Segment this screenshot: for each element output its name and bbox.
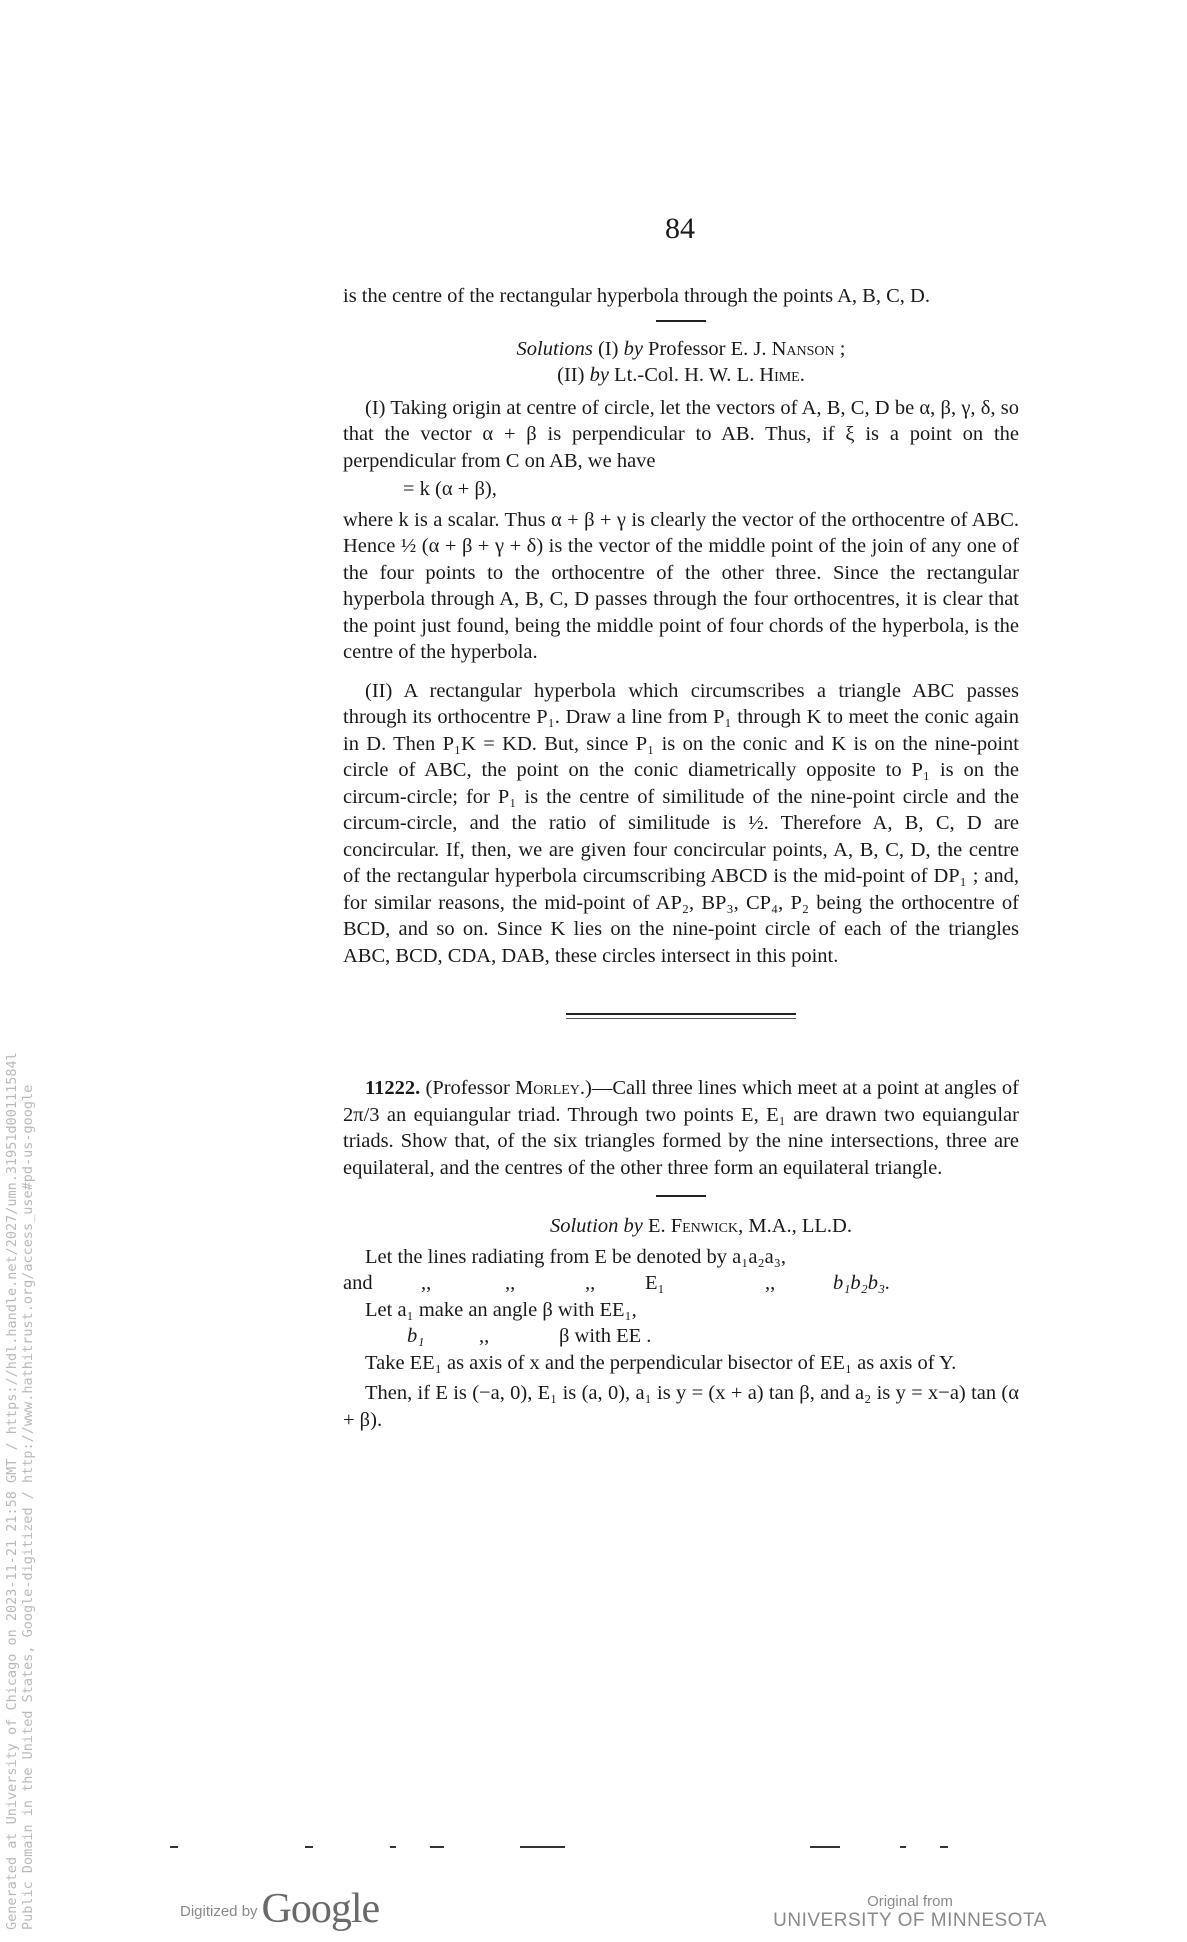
header-text: . xyxy=(799,364,805,386)
section-divider xyxy=(656,320,706,322)
problem-divider-top xyxy=(566,1013,796,1015)
solution-I-paragraph-1: (I) Taking origin at centre of circle, let the vectors of A, B, C, D be α, β, γ, δ, so that the vector α + β is perpendicular to AB. Thus, if ξ is a point on the perpendicular from C on AB, we have xyxy=(343,396,1019,472)
fenwick-line-3: Let a₁ make an angle β with EE₁, xyxy=(365,1298,637,1321)
point-label: E₁ xyxy=(645,1272,665,1294)
original-from xyxy=(750,1893,1070,1932)
header-italic: Solution xyxy=(549,1215,619,1237)
fenwick-line-1: Let the lines radiating from E be denoted by a₁a₂a₃, xyxy=(365,1245,787,1268)
header-italic: by xyxy=(623,337,643,360)
page-number: 84 xyxy=(665,212,695,245)
institution-name: UNIVERSITY OF MINNESOTA xyxy=(773,1910,1047,1931)
google-logo: Google xyxy=(261,1886,380,1932)
scan-artifacts xyxy=(150,1846,950,1850)
header-text: ; xyxy=(834,337,846,360)
header-text: , M.A., LL.D. xyxy=(738,1215,852,1237)
problem-text: Call three lines which meet at a point at angles of 2π/3 an equiangular triad. Through two points E, E₁ are drawn two equiangular triads. Show that, of the six triangles formed by the nine intersections, three are equilateral, and the centres of the other three form an equilateral triangle. xyxy=(343,1077,1019,1179)
solutions-header-line-2 xyxy=(343,362,1019,389)
author-name: Fenwick xyxy=(670,1215,739,1237)
header-text: Lt.-Col. H. W. L. xyxy=(608,364,760,386)
solution-II-paragraph: (II) A rectangular hyperbola which circumscribes a triangle ABC passes through its orthocentre P₁. Draw a line from P₁ through K to meet the conic again in D. Then P₁K = KD. But, since P₁ is on the conic and K is on the nine-point circle of ABC, the point on the conic diametrically opposite to P₁ is on the circum-circle; for P₁ is the centre of similitude of the nine-point circle and the circum-circle, and the ratio of similitude is ½. Therefore A, B, C, D are concircular. If, then, we are given four concircular points, A, B, C, D, the centre of the rectangular hyperbola circumscribing ABCD is the mid-point of DP₁ ; and, for similar reasons, the mid-point of AP₂, BP₃, CP₄, P₂ being the orthocentre of BCD, and so on. Since K lies on the nine-point circle of each of the triangles ABC, BCD, CDA, DAB, these circles intersect in this point. xyxy=(343,679,1019,967)
header-italic: Solutions xyxy=(516,337,593,360)
and-text: and xyxy=(343,1272,373,1294)
problem-number: 11222. xyxy=(365,1077,421,1099)
line-labels: b₁b₂b₃. xyxy=(833,1272,891,1294)
problem-statement xyxy=(343,1075,1019,1181)
solution-I-equation: = k (α + β), xyxy=(403,478,497,500)
solution-divider xyxy=(656,1195,706,1197)
ditto-mark: ,, xyxy=(585,1272,596,1294)
fenwick-header xyxy=(343,1213,1019,1240)
header-text: (I) xyxy=(592,337,624,360)
author-name: Hime xyxy=(759,364,800,386)
fenwick-line-2 xyxy=(343,1270,1019,1297)
solution-I-paragraph-2: where k is a scalar. Thus α + β + γ is clearly the vector of the orthocentre of ABC. Hence ½ (α + β + γ + δ) is the vector of the middle point of the join of any one of the four points to the orthocentre of the other three. Since the rectangular hyperbola through A, B, C, D passes through the four orthocentres, it is clear that the point just found, being the middle point of four chords of the hyperbola, is the centre of the hyperbola. xyxy=(343,508,1019,663)
proposer-text: .)— xyxy=(579,1077,613,1099)
digitized-by-text: Digitized by xyxy=(180,1903,258,1920)
solutions-header-line-1 xyxy=(343,336,1019,363)
fenwick-paragraph-1: Take EE₁ as axis of x and the perpendicular bisector of EE₁ as axis of Y. xyxy=(365,1351,957,1374)
author-name: Nanson xyxy=(771,337,835,360)
ditto-mark: ,, xyxy=(765,1272,776,1294)
header-italic: by xyxy=(623,1215,643,1237)
continuation-text: is the centre of the rectangular hyperbola through the points A, B, C, D. xyxy=(343,285,930,307)
ditto-mark: ,, xyxy=(505,1272,516,1294)
header-text: E. xyxy=(642,1215,671,1237)
original-from-text: Original from xyxy=(867,1893,953,1910)
proposer-name: Morley xyxy=(515,1077,580,1099)
page-body xyxy=(343,283,1019,1433)
access-watermark xyxy=(0,0,40,1942)
watermark-line-2: Public Domain in the United States, Google-digitized / http://www.hathitrust.org/access_use#pd-us-google xyxy=(20,1084,36,1930)
proposer-text: (Professor xyxy=(420,1077,516,1099)
angle-text: β with EE . xyxy=(559,1325,652,1347)
header-text: Professor E. J. xyxy=(642,337,772,360)
fenwick-line-4 xyxy=(343,1323,1019,1350)
header-italic: by xyxy=(589,364,609,386)
ditto-mark: ,, xyxy=(479,1325,490,1347)
digitized-by-google xyxy=(180,1885,379,1933)
watermark-line-1: Generated at University of Chicago on 2023-11-21 21:58 GMT / https://hdl.handle.net/2027/umn.31951d00111584l xyxy=(4,1052,20,1930)
line-label: b₁ xyxy=(407,1325,425,1347)
header-text: (II) xyxy=(557,364,590,386)
fenwick-paragraph-2: Then, if E is (−a, 0), E₁ is (a, 0), a₁ is y = (x + a) tan β, and a₂ is y = x−a) tan (α + β). xyxy=(343,1382,1019,1431)
ditto-mark: ,, xyxy=(421,1272,432,1294)
